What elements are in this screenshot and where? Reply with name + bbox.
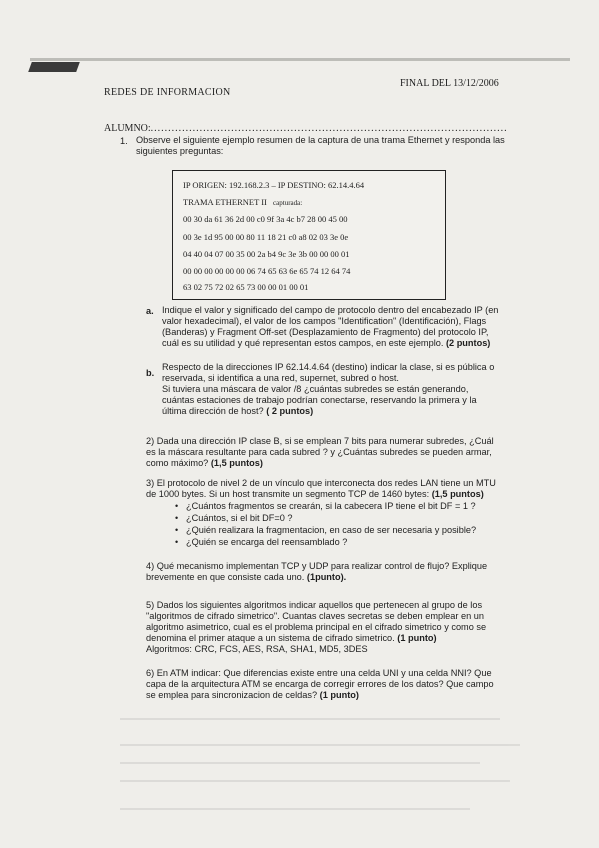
q1b-label: b. [146, 368, 155, 378]
bullet-icon: • [175, 537, 179, 547]
q1a-line-3: (Banderas) y Fragment Off-set (Desplazamiento de Fragmento) del protocolo IP, [162, 327, 489, 337]
q1b-points: ( 2 puntos) [266, 406, 314, 416]
hex-row: 00 30 da 61 36 2d 00 c0 9f 3a 4c b7 28 00 45 00 [183, 214, 348, 224]
q5-line-1: 5) Dados los siguientes algoritmos indicar aquellos que pertenecen al grupo de los [146, 600, 483, 610]
q3-points: (1,5 puntos) [431, 489, 484, 499]
hex-row: 00 3e 1d 95 00 00 80 11 18 21 c0 a8 02 03 3e 0e [183, 232, 349, 242]
q1a-line-4-wrap [162, 338, 490, 349]
q3-bullet-4: ¿Quién se encarga del reensamblado ? [186, 537, 348, 547]
capture-box [172, 170, 446, 300]
q6-line-2: capa de la arquitectura ATM se encarga de corregir errores de los datos? Que campo [146, 679, 494, 689]
bullet-icon: • [175, 513, 179, 523]
q3-line-2-wrap [146, 489, 484, 500]
q1b-line-5-wrap [162, 406, 313, 417]
q1b-line-4: cuántas estaciones de trabajo podrían conectarse, reservando la primera y la [162, 395, 477, 405]
q6-points: (1 punto) [319, 690, 359, 700]
hex-row: 04 40 04 07 00 35 00 2a b4 9c 3e 3b 00 00 00 01 [183, 249, 350, 259]
q3-line-1: 3) El protocolo de nivel 2 de un vínculo que interconecta dos redes LAN tiene un MTU [146, 478, 496, 488]
student-label: ALUMNO: [104, 123, 151, 134]
q1a-label: a. [146, 306, 154, 316]
q3-bullet-3: ¿Quién realizara la fragmentacion, en caso de ser necesaria y posible? [186, 525, 477, 535]
q4-line-1: 4) Qué mecanismo implementan TCP y UDP para realizar control de flujo? Explique [146, 561, 488, 571]
q5-line-3: algoritmo asimetrico, cual es el problema principal en el cifrado simetrico y como se [146, 622, 487, 632]
scan-mark [28, 62, 80, 72]
q1a-line-1: Indique el valor y significado del campo de protocolo dentro del encabezado IP (en [162, 305, 499, 315]
q5-line-4: denomina el primer ataque a un sistema de cifrado simetrico. [146, 633, 395, 643]
course-title: REDES DE INFORMACION [104, 87, 231, 98]
hex-row: 00 00 00 00 00 00 06 74 65 63 6e 65 74 12 64 74 [183, 266, 351, 276]
q2-line-2: es la máscara resultante para cada subred ? y ¿Cuántas subredes se pueden armar, [146, 447, 492, 457]
q5-line-4-wrap [146, 633, 437, 644]
q4-line-2-wrap [146, 572, 346, 583]
q5-algorithms: Algoritmos: CRC, FCS, AES, RSA, SHA1, MD5, 3DES [146, 644, 368, 654]
q1b-line-5: última dirección de host? [162, 406, 264, 416]
frame-note: capturada: [273, 199, 303, 207]
q6-line-1: 6) En ATM indicar: Que diferencias existe entre una celda UNI y una celda NNI? Que [146, 668, 492, 678]
q6-line-3: se emplea para sincronizacion de celdas? [146, 690, 318, 700]
student-line [104, 123, 508, 134]
frame-title: TRAMA ETHERNET II [183, 197, 267, 207]
q1-intro-line-1: Observe el siguiente ejemplo resumen de la captura de una trama Ethernet y responda las [136, 135, 505, 145]
q1b-line-3: Si tuviera una máscara de valor /8 ¿cuántas subredes se están generando, [162, 384, 469, 394]
q1a-points: (2 puntos) [445, 338, 491, 348]
show-through [120, 710, 540, 820]
ip-header-line: IP ORIGEN: 192.168.2.3 – IP DESTINO: 62.14.4.64 [183, 180, 365, 190]
exam-date: FINAL DEL 13/12/2006 [400, 78, 499, 89]
q1a-line-4: cuál es su utilidad y qué representan estos campos, en este ejemplo. [162, 338, 444, 348]
q1-intro-line-2: siguientes preguntas: [136, 146, 224, 156]
bullet-icon: • [175, 501, 179, 511]
q5-line-2: "algoritmos de cifrado simetrico". Cuantas claves secretas se deben emplear en un [146, 611, 484, 621]
q4-line-2: brevemente en que consiste cada uno. [146, 572, 305, 582]
student-field: ...................................................................................................... [150, 123, 508, 134]
q4-points: (1punto). [306, 572, 347, 582]
scan-edge [30, 58, 570, 61]
q1b-line-1: Respecto de la direcciones IP 62.14.4.64 (destino) indicar la clase, si es pública o [162, 362, 495, 372]
q2-line-1: 2) Dada una dirección IP clase B, si se emplean 7 bits para numerar subredes, ¿Cuál [146, 436, 494, 446]
q5-points: (1 punto) [397, 633, 437, 643]
q1b-line-2: reservada, si identifica a una red, supernet, subred o host. [162, 373, 399, 383]
frame-title-line [183, 197, 302, 207]
bullet-icon: • [175, 525, 179, 535]
q2-line-3: como máximo? [146, 458, 209, 468]
q2-points: (1,5 puntos) [210, 458, 263, 468]
q3-bullet-1: ¿Cuántos fragmentos se crearán, si la cabecera IP tiene el bit DF = 1 ? [186, 501, 476, 511]
q1a-line-2: valor hexadecimal), el valor de los campos "Identification" (Identificación), Flags [162, 316, 487, 326]
q3-line-2: de 1000 bytes. Si un host transmite un segmento TCP de 1460 bytes: [146, 489, 430, 499]
q6-line-3-wrap [146, 690, 359, 701]
hex-row: 63 02 75 72 02 65 73 00 00 01 00 01 [183, 282, 309, 292]
q1-number: 1. [120, 136, 128, 146]
q3-bullet-2: ¿Cuántos, si el bit DF=0 ? [186, 513, 293, 523]
q2-line-3-wrap [146, 458, 263, 469]
